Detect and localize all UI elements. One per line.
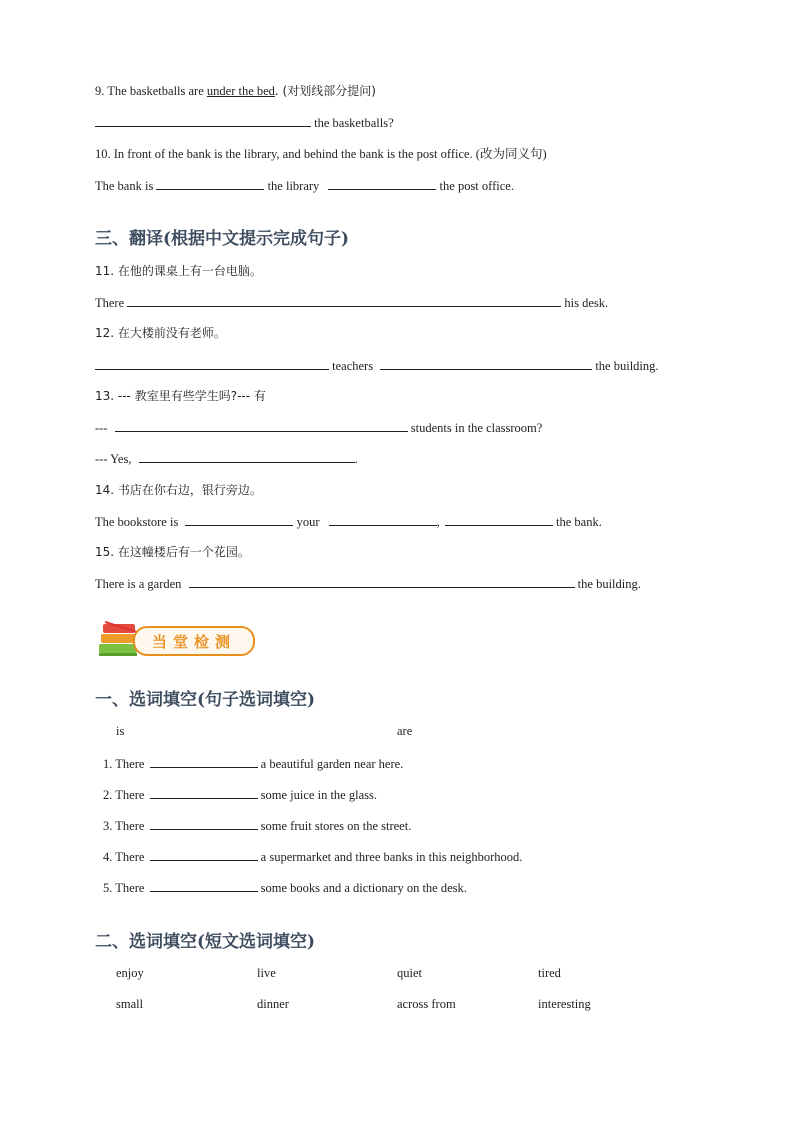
q14-a2: your [293,515,323,529]
q14-a4: the bank. [552,515,602,529]
q13-blank-1[interactable] [115,419,408,432]
word-option: interesting [538,997,591,1011]
q11-prompt: 11. 在他的课桌上有一台电脑。 [95,264,262,278]
q12-blank-2[interactable] [380,357,592,370]
q15-prompt: 15. 在这幢楼后有一个花园。 [95,545,250,559]
q10-answer [95,177,514,194]
item-post: some juice in the glass. [257,788,377,802]
sentence-item [103,848,522,865]
q12-mid: teachers [329,359,377,373]
q9-answer-tail: the basketballs? [311,116,394,130]
word-option: enjoy [116,966,144,980]
option-is: is [116,724,125,738]
q15-post: the building. [574,577,641,591]
question-9 [95,83,376,99]
q12-blank-1[interactable] [95,357,329,370]
banner-label-box [133,626,255,656]
option-are: are [397,724,413,738]
q10-a3: the post office. [436,179,514,193]
q10-text: 10. In front of the bank is the library, and behind the bank is the post office. (改为同义句) [95,147,547,161]
q15-blank[interactable] [189,575,575,588]
q13-answer-b [95,450,358,467]
item-pre: 3. There [103,819,148,833]
item-pre: 5. There [103,881,148,895]
word-option: quiet [397,966,422,980]
q13-a-pre: --- [95,421,111,435]
q11-pre: There [95,296,128,310]
sentence-item [103,786,377,803]
q12-prompt: 12. 在大楼前没有老师。 [95,326,226,340]
item-pre: 4. There [103,850,148,864]
word-option: across from [397,997,456,1011]
word-option: live [257,966,276,980]
q14-prompt: 14. 书店在你右边，银行旁边。 [95,483,262,497]
item-blank[interactable] [150,786,258,799]
item-post: a supermarket and three banks in this neighborhood. [257,850,523,864]
word-option: small [116,997,144,1011]
q11-answer [95,294,608,311]
sentence-item [103,879,467,896]
q13-answer-a [95,419,542,436]
q9-number: 9. [95,84,108,98]
q10-blank-1[interactable] [156,177,264,190]
q11-blank[interactable] [127,294,561,307]
q9-blank[interactable] [95,114,311,127]
q15-answer [95,575,641,592]
q14-blank-1[interactable] [185,513,293,526]
q14-blank-3[interactable] [445,513,553,526]
q13-blank-2[interactable] [139,450,355,463]
sentence-item [103,817,411,834]
section-translation-title: 三、翻译(根据中文提示完成句子) [95,229,350,249]
q13-a-post: students in the classroom? [407,421,543,435]
q14-a1: The bookstore is [95,515,182,529]
q12-post: the building. [592,359,659,373]
q15-pre: There is a garden [95,577,185,591]
q14-answer [95,513,602,530]
item-blank[interactable] [150,817,258,830]
question-10 [95,146,547,162]
item-post: some books and a dictionary on the desk. [257,881,467,895]
item-pre: 2. There [103,788,148,802]
q9-instruction: . (对划线部分提问) [274,84,376,98]
q13-b-pre: --- Yes, [95,452,135,466]
word-option: tired [538,966,561,980]
item-pre: 1. There [103,757,148,771]
item-blank[interactable] [150,848,258,861]
q10-a1: The bank is [95,179,157,193]
item-post: a beautiful garden near here. [257,757,404,771]
item-blank[interactable] [150,755,258,768]
q13-b-post: . [354,452,358,466]
section-sentence-fill-title: 一、选词填空(句子选词填空) [95,690,316,710]
item-post: some fruit stores on the street. [257,819,412,833]
section-passage-fill-title: 二、选词填空(短文选词填空) [95,932,316,952]
q10-a2: the library [264,179,323,193]
item-blank[interactable] [150,879,258,892]
q11-post: his desk. [561,296,609,310]
q13-prompt: 13. --- 教室里有些学生吗?--- 有 [95,389,266,403]
banner-label: 当堂检测 [151,633,236,651]
q10-blank-2[interactable] [328,177,436,190]
in-class-test-banner [95,618,260,660]
q9-underlined: under the bed [206,84,275,98]
q14-a3: , [436,515,443,529]
q12-answer [95,357,659,374]
q9-answer [95,114,394,131]
sentence-item [103,755,403,772]
q9-text: The basketballs are [107,84,207,98]
word-option: dinner [257,997,289,1011]
q14-blank-2[interactable] [329,513,437,526]
